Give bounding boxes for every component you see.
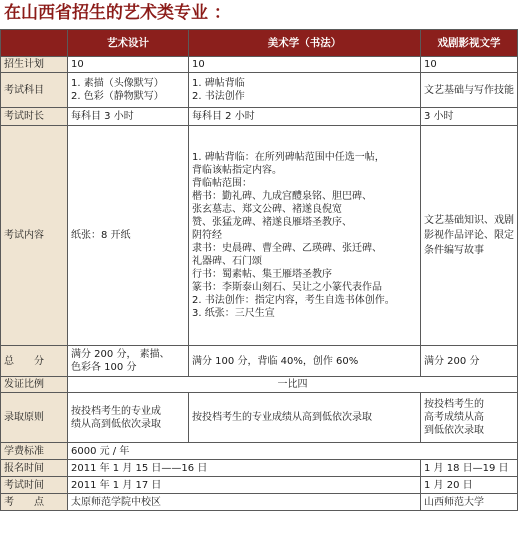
cell-drama: 1 月 20 日 — [421, 477, 518, 494]
page-title: 在山西省招生的艺术类专业 ： — [4, 3, 231, 23]
cell-drama: 3 小时 — [421, 108, 518, 126]
cell-design: 1. 素描（头像默写） 2. 色彩（静物默写） — [68, 73, 189, 108]
row-ratio — [1, 377, 518, 393]
cell-register-date: 2011 年 1 月 15 日——16 日 — [68, 460, 421, 477]
row-subjects — [1, 73, 518, 108]
cell-drama: 10 — [421, 57, 518, 73]
row-content — [1, 126, 518, 346]
cell-calligraphy: 1. 碑帖背临 2. 书法创作 — [189, 73, 421, 108]
row-label: 报名时间 — [1, 460, 68, 477]
row-label: 考试科目 — [1, 73, 68, 108]
row-venue — [1, 494, 518, 511]
row-label: 考试内容 — [1, 126, 68, 346]
header-calligraphy: 美术学（书法） — [189, 30, 421, 57]
row-plan — [1, 57, 518, 73]
cell-calligraphy: 10 — [189, 57, 421, 73]
cell-drama: 文艺基础知识、戏剧影视作品评论、限定条件编写故事 — [421, 126, 518, 346]
cell-design: 纸张：8 开纸 — [68, 126, 189, 346]
row-label: 招生计划 — [1, 57, 68, 73]
header-row — [1, 30, 518, 57]
cell-calligraphy: 每科目 2 小时 — [189, 108, 421, 126]
header-art-design: 艺术设计 — [68, 30, 189, 57]
row-label: 录取原则 — [1, 393, 68, 443]
row-score — [1, 346, 518, 377]
header-blank — [1, 30, 68, 57]
row-label: 考试时间 — [1, 477, 68, 494]
row-exam-date — [1, 477, 518, 494]
row-label: 学费标准 — [1, 443, 68, 460]
cell-calligraphy: 按投档考生的专业成绩从高到低依次录取 — [189, 393, 421, 443]
row-label: 总 分 — [1, 346, 68, 377]
cell-drama: 满分 200 分 — [421, 346, 518, 377]
row-principle — [1, 393, 518, 443]
cell-design: 满分 200 分， 素描、 色彩各 100 分 — [68, 346, 189, 377]
cell-calligraphy: 满分 100 分，背临 40%，创作 60% — [189, 346, 421, 377]
cell-design: 每科目 3 小时 — [68, 108, 189, 126]
cell-drama: 文艺基础与写作技能 — [421, 73, 518, 108]
row-label: 发证比例 — [1, 377, 68, 393]
cell-calligraphy: 1. 碑帖背临：在所列碑帖范围中任选一帖， 背临该帖指定内容。 背临帖范围： 楷书：勤礼碑、九成宫醴泉铭、胆巴碑、 张玄墓志、郑文公碑、褚遂良倪宽 赞、张猛龙碑、褚遂良雁塔圣教序、 阴符经 隶书：史晨碑、曹全碑、乙瑛碑、张迁碑、 礼器碑、石门颂 行书：蜀素帖、集王雁塔圣教序 篆书：李斯泰山刻石、吴让之小篆代表作品 2. 书法创作：指定内容，考生自选书体创作。 3. 纸张：三尺生宣 — [189, 126, 421, 346]
cell-tuition: 6000 元 / 年 — [68, 443, 518, 460]
cell-exam-date: 2011 年 1 月 17 日 — [68, 477, 421, 494]
row-tuition — [1, 443, 518, 460]
cell-design: 按投档考生的专业成 绩从高到低依次录取 — [68, 393, 189, 443]
cell-drama: 山西师范大学 — [421, 494, 518, 511]
row-label: 考试时长 — [1, 108, 68, 126]
admission-table — [0, 29, 518, 511]
row-register — [1, 460, 518, 477]
cell-drama: 1 月 18 日—19 日 — [421, 460, 518, 477]
cell-drama: 按投档考生的 高考成绩从高 到低依次录取 — [421, 393, 518, 443]
row-duration — [1, 108, 518, 126]
header-drama: 戏剧影视文学 — [421, 30, 518, 57]
cell-venue: 太原师范学院中校区 — [68, 494, 421, 511]
cell-ratio: 一比四 — [68, 377, 518, 393]
cell-design: 10 — [68, 57, 189, 73]
row-label: 考 点 — [1, 494, 68, 511]
